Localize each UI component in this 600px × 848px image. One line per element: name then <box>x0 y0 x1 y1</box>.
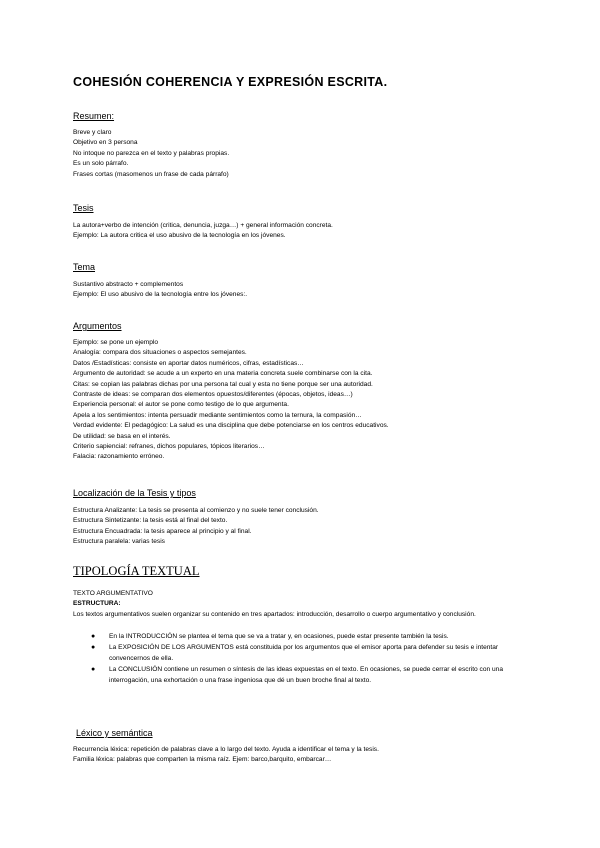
lexico-line: Familia léxica: palabras que comparten la misma raíz. Ejem: barco,barquito, embarcar… <box>73 756 332 764</box>
section-heading-localizacion: Localización de la Tesis y tipos <box>73 488 196 498</box>
bullet-item <box>91 665 531 686</box>
localizacion-line: Estructura Encuadrada: la tesis aparece al principio y al final. <box>73 527 252 535</box>
section-heading-tipologia: TIPOLOGÍA TEXTUAL <box>73 564 200 578</box>
localizacion-list <box>73 506 533 548</box>
bullet-dot-icon: ● <box>91 633 96 640</box>
resumen-line: No intoque no parezca en el texto y palabras propias. <box>73 149 230 157</box>
bullet-dot-icon: ● <box>91 666 96 674</box>
argumento-line: Criterio sapiencial: refranes, dichos populares, tópicos literarios… <box>73 443 265 451</box>
resumen-line: Es un solo párrafo. <box>73 160 129 168</box>
tipologia-subtitle: TEXTO ARGUMENTATIVO <box>73 590 153 597</box>
argumento-line: Falacia: razonamiento erróneo. <box>73 453 165 461</box>
resumen-line: Objetivo en 3 persona <box>73 139 138 147</box>
section-heading-tema: Tema <box>73 262 96 272</box>
tema-line: Ejemplo: El uso abusivo de la tecnología entre los jóvenes:. <box>73 291 248 299</box>
document-title: COHESIÓN COHERENCIA Y EXPRESIÓN ESCRITA. <box>73 75 388 89</box>
argumento-line: De utilidad: se basa en el interés. <box>73 432 171 440</box>
tipologia-bullets <box>91 632 531 687</box>
argumento-line: Citas: se copian las palabras dichas por una persona tal cual y esta no tiene porque ser una autoridad. <box>73 380 373 388</box>
bullet-dot-icon: ● <box>91 644 96 652</box>
section-heading-argumentos: Argumentos <box>73 321 122 331</box>
section-heading-resumen: Resumen: <box>73 111 115 121</box>
argumento-line: Datos /Estadísticas: consiste en aportar datos numéricos, cifras, estadísticas… <box>73 359 304 367</box>
localizacion-line: Estructura paralela: varias tesis <box>73 538 165 546</box>
tema-list <box>73 280 533 301</box>
lexico-line: Recurrencia léxica: repetición de palabras clave a lo largo del texto. Ayuda a identificar el tema y la tesis. <box>73 746 379 753</box>
tesis-list <box>73 221 533 242</box>
section-heading-lexico: Léxico y semántica <box>76 728 153 738</box>
bullet-text: La CONCLUSIÓN contiene un resumen o síntesis de las ideas expuestas en el texto. En ocasiones, se puede cerrar el escrito con una interrogación, una exhortación o una frase ingeniosa que dé un buen broche final al texto. <box>109 666 504 684</box>
localizacion-line: Estructura Analizante: La tesis se presenta al comienzo y no suele tener conclusión. <box>73 507 319 514</box>
argumento-line: Ejemplo: se pone un ejemplo <box>73 339 159 346</box>
bullet-text: La EXPOSICIÓN DE LOS ARGUMENTOS está constituida por los argumentos que el emisor aporta para defender su tesis e intentar convencernos de ella. <box>109 644 499 662</box>
tipologia-header <box>73 589 533 610</box>
bullet-item <box>91 643 531 664</box>
tipologia-intro: Los textos argumentativos suelen organizar su contenido en tres apartados: introducción, desarrollo o cuerpo argumentativo y conclusión. <box>73 611 476 618</box>
lexico-list <box>73 745 533 766</box>
argumento-line: Contraste de ideas: se comparan dos elementos opuestos/diferentes (épocas, objetos, ideas…) <box>73 391 353 399</box>
localizacion-line: Estructura Sintetizante: la tesis está al final del texto. <box>73 517 228 525</box>
argumento-line: Analogía: compara dos situaciones o aspectos semejantes. <box>73 349 247 357</box>
argumento-line: Argumento de autoridad: se acude a un experto en una materia concreta suele combinarse con la cita. <box>73 370 373 378</box>
argumento-line: Experiencia personal: el autor se pone como testigo de lo que argumenta. <box>73 401 289 409</box>
argumentos-list <box>73 338 533 463</box>
bullet-text: En la INTRODUCCIÓN se plantea el tema que se va a tratar y, en ocasiones, puede estar presente también la tesis. <box>109 633 449 640</box>
section-heading-tesis: Tesis <box>73 203 94 213</box>
tesis-line: La autora+verbo de intención (critica, denuncia, juzga…) + general información concreta. <box>73 222 333 229</box>
tema-line: Sustantivo abstracto + complementos <box>73 281 184 288</box>
resumen-line: Frases cortas (masomenos un frase de cada párrafo) <box>73 170 229 178</box>
argumento-line: Verdad evidente: El pedagógico: La salud es una disciplina que debe potenciarse en los centros educativos. <box>73 422 389 430</box>
resumen-list <box>73 128 533 180</box>
argumento-line: Apela a los sentimientos: intenta persuadir mediante sentimientos como la ternura, la compasión… <box>73 411 362 419</box>
tesis-line: Ejemplo: La autora critica el uso abusivo de la tecnología en los jóvenes. <box>73 232 286 240</box>
bullet-item <box>91 632 531 642</box>
resumen-line: Breve y claro <box>73 129 112 136</box>
estructura-label: ESTRUCTURA: <box>73 600 121 608</box>
